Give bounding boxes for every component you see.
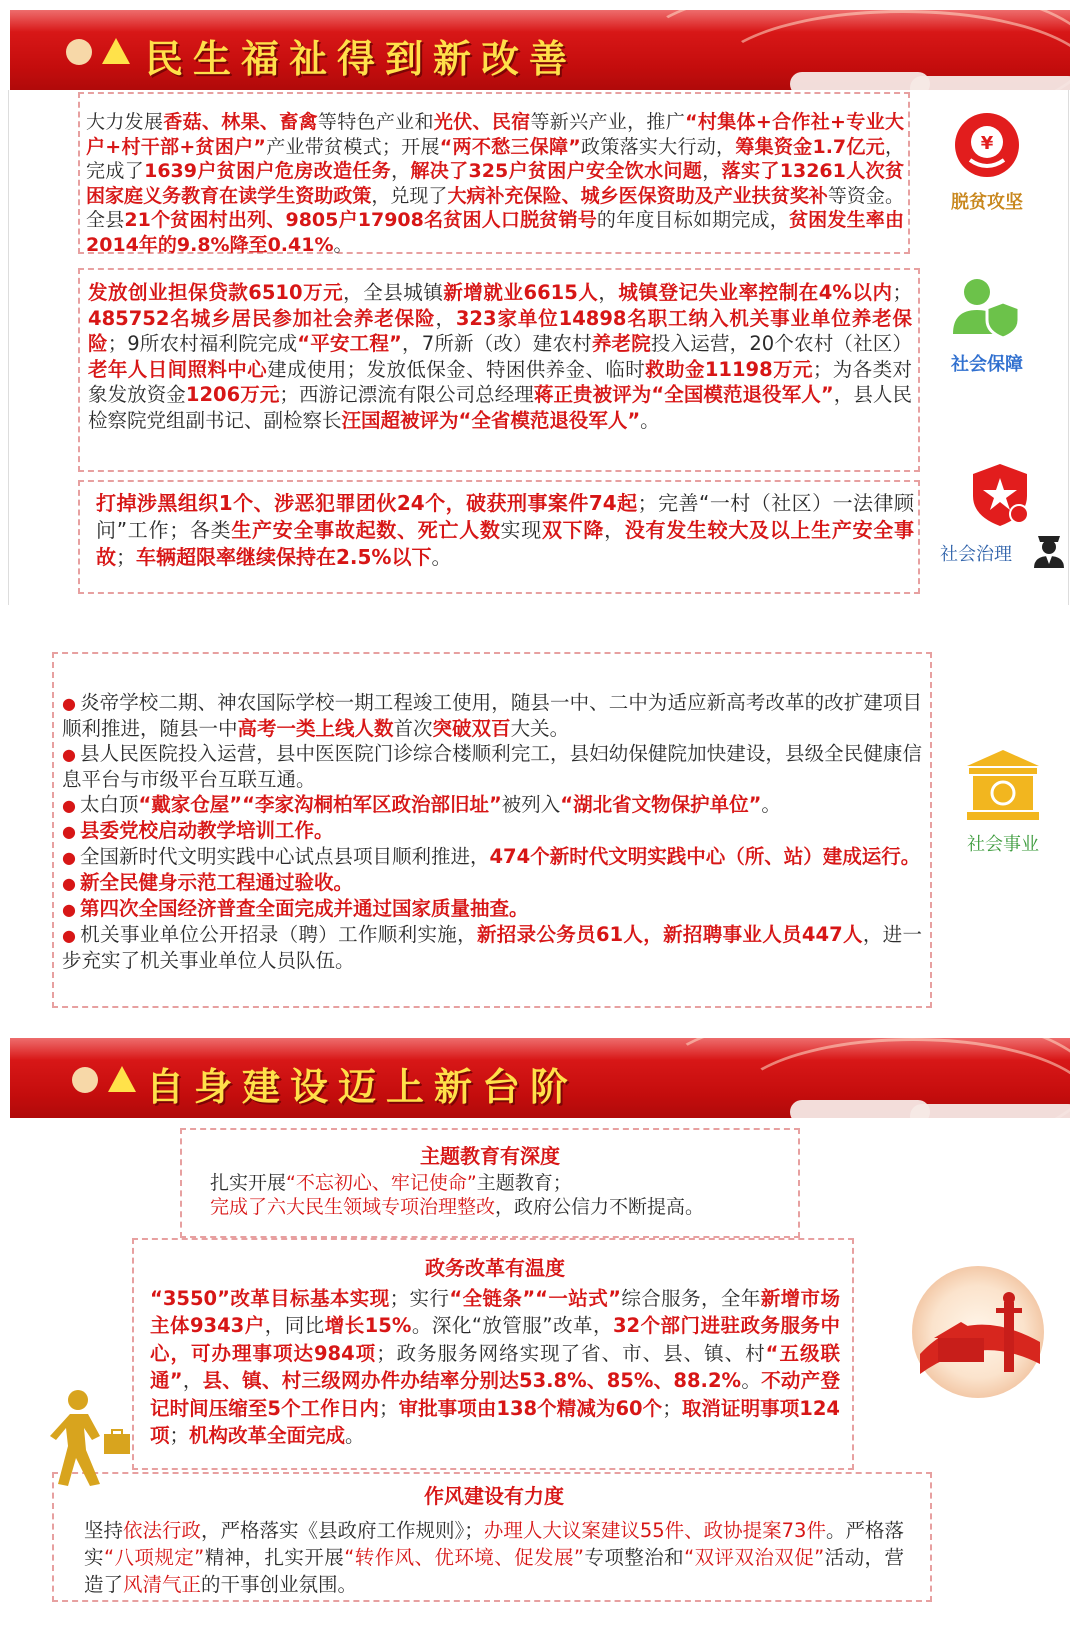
highlight-run: 突破双百 — [432, 717, 511, 740]
text-run: 等特色产业和 — [317, 111, 434, 133]
governance-side — [930, 460, 1070, 568]
poverty-side — [932, 110, 1042, 214]
highlight-run: “不忘初心、牢记使命” — [286, 1171, 477, 1194]
highlight-run: 贫困发生率由2014年的9.8%降至0.41% — [86, 209, 904, 256]
highlight-run: 大病补充保险、城乡医保资助及产业扶贫奖补 — [447, 184, 828, 207]
text-run: ； — [892, 281, 912, 304]
highlight-run: 风清气正 — [123, 1572, 202, 1596]
highlight-run: 筹集资金1.7亿元 — [735, 135, 885, 158]
bullet-icon: ● — [62, 874, 76, 893]
text-run: 专项整治和 — [584, 1545, 685, 1569]
text-run: ， — [598, 281, 619, 304]
bullet-icon: ● — [62, 822, 76, 841]
highlight-run: 县、镇、村三级网办件办结率分别达53.8%、85%、88.2% — [202, 1369, 742, 1392]
security-side — [932, 272, 1042, 376]
highlight-run: 汪国超被评为“全省模范退役军人” — [341, 408, 641, 432]
side-label-social-affairs: 社会事业 — [967, 834, 1039, 855]
list-item — [62, 922, 922, 973]
text-run: 炎帝学校二期、神农国际学校一期工程竣工使用，随县一中、二中为适应新高考改革的改扩建项目顺利推进，随县一中 — [62, 691, 922, 740]
section-title: 自身建设迈上新台阶 — [146, 1064, 579, 1109]
highlight-run: 没有发生较大及以上生产安全事故 — [96, 518, 915, 569]
section-banner-self-building — [10, 1038, 1070, 1118]
text-run: 的年度目标如期完成， — [596, 209, 789, 231]
triangle-bullet-icon — [102, 38, 130, 64]
text-run: ；完善“一村（社区）一法律顾问”工作；各类 — [96, 491, 914, 542]
highlight-run: 蒋正贵被评为“全国模范退役军人” — [533, 383, 834, 406]
text-run: 全国新时代文明实践中心试点县项目顺利推进， — [79, 845, 490, 868]
text-run: ； — [378, 1396, 399, 1420]
circle-bullet-icon — [72, 1067, 98, 1093]
text-run: ； — [116, 545, 136, 569]
highlight-run: 机构改革全面完成 — [189, 1424, 346, 1447]
highlight-run: 打掉涉黑组织1个、涉恶犯罪团伙24个，破获刑事案件74起 — [96, 491, 638, 515]
text-run: ；政务服务网络实现了省、市、县、镇、村 — [376, 1341, 766, 1365]
bullet-icon: ● — [62, 900, 76, 919]
text-run: 等新兴产业，推广 — [530, 111, 686, 133]
highlight-run: 生产安全事故起数、死亡人数 — [231, 518, 501, 542]
block-heading: 作风建设有力度 — [424, 1484, 564, 1508]
text-run: ；9所农村福利院完成 — [107, 332, 298, 355]
highlight-run: 不动产登记时间压缩至5个工作日内 — [150, 1369, 840, 1420]
highlight-run: 增长15% — [324, 1314, 412, 1337]
police-officer-icon — [1032, 528, 1066, 568]
police-badge-icon — [965, 460, 1035, 530]
person-shield-icon — [947, 272, 1027, 342]
text-run: 综合服务，全年 — [620, 1286, 761, 1310]
text-run: ，进一步充实了机关事业单位人员队伍。 — [62, 923, 922, 972]
text-run: 精神，扎实开展 — [204, 1545, 345, 1569]
text-run: ，全县城镇 — [343, 281, 444, 304]
text-run: ； — [169, 1424, 190, 1447]
text-run: 政策落实大行动， — [580, 135, 736, 158]
text-run: 大关。 — [510, 717, 570, 740]
highlight-run: 第四次全国经济普查全面完成并通过国家质量抽查。 — [79, 897, 529, 920]
text-run: 。 — [345, 1424, 365, 1447]
yuan-coin-icon — [952, 110, 1022, 180]
list-item — [62, 741, 922, 792]
text-run: 。 — [333, 233, 353, 256]
highlight-run: “五级联通” — [150, 1341, 840, 1392]
text-run: ， — [604, 518, 625, 542]
highlight-run: “转作风、优环境、促发展” — [344, 1545, 584, 1569]
highlight-run: 32个部门进驻政务服务中心，可办理事项达984项 — [150, 1314, 840, 1365]
bullet-icon: ● — [62, 745, 77, 764]
highlight-run: 新招录公务员61人，新招聘事业人员447人 — [476, 923, 863, 946]
highlight-run: 完成了六大民生领域专项治理整改 — [210, 1196, 496, 1218]
highlight-run: 1206万元 — [185, 383, 280, 406]
text-run: 机关事业单位公开招录（聘）工作顺利实施， — [80, 923, 477, 946]
text-run: 大力发展 — [86, 111, 164, 133]
text-run: ， — [182, 1369, 203, 1392]
text-run: ；西游记漂流有限公司总经理 — [279, 383, 534, 406]
highlight-run: 323家单位14898名职工纳入机关事业单位养老保险 — [88, 306, 912, 355]
text-run: ，严格落实《县政府工作规则》； — [201, 1518, 484, 1542]
highlight-run: “全链条” — [449, 1286, 536, 1310]
highlight-run: 老年人日间照料中心 — [88, 357, 268, 381]
text-line — [210, 1195, 790, 1220]
list-item — [62, 818, 922, 844]
highlight-run: 依法行政 — [123, 1518, 202, 1542]
text-run: 扎实开展 — [210, 1171, 287, 1194]
highlight-run: “湖北省文物保护单位” — [560, 793, 762, 816]
text-run: ， — [435, 306, 456, 330]
bullet-icon: ● — [62, 848, 76, 867]
text-run: ，政府公信力不断提高。 — [495, 1196, 705, 1218]
gov-reform-block — [150, 1256, 840, 1450]
social-security-text — [88, 280, 912, 433]
work-style-block — [84, 1484, 904, 1598]
text-run: ； — [662, 1396, 682, 1420]
bullet-icon: ● — [62, 694, 77, 713]
side-label-poverty: 脱贫攻坚 — [951, 192, 1023, 213]
social-affairs-list — [62, 690, 922, 973]
tiananmen-emblem-icon — [908, 1262, 1048, 1402]
highlight-run: 取消证明事项124项 — [150, 1396, 840, 1447]
highlight-run: “一站式” — [535, 1286, 621, 1310]
svg-text:¥: ¥ — [980, 133, 994, 154]
text-run: 县人民医院投入运营，县中医医院门诊综合楼顺利完工，县妇幼保健院加快建设，县级全民健康信息平台与市级平台互联互通。 — [62, 742, 922, 791]
highlight-run: 香菇、林果、畜禽 — [163, 111, 318, 133]
highlight-run: 发放创业担保贷款6510万元 — [88, 281, 344, 304]
bullet-icon: ● — [62, 926, 77, 945]
text-run: 活动，营造了 — [84, 1545, 904, 1596]
highlight-run: 485752名城乡居民参加社会养老保险 — [88, 306, 436, 330]
theme-education-block — [190, 1144, 790, 1220]
text-run: 太白顶 — [79, 793, 139, 816]
text-run: ，兑现了 — [371, 184, 448, 207]
text-run: 。严格落实 — [84, 1518, 904, 1569]
list-item — [62, 896, 922, 922]
text-run: ；实行 — [389, 1286, 450, 1310]
highlight-run: “村集体+合作社+专业大户+村干部+贫困户” — [86, 111, 904, 158]
text-run: 被列入 — [501, 793, 561, 816]
highlight-run: “两不愁三保障” — [439, 135, 581, 158]
text-run: 坚持 — [84, 1518, 124, 1542]
governance-text — [96, 490, 914, 571]
highlight-run: “3550”改革目标基本实现 — [150, 1286, 390, 1310]
bullet-icon: ● — [62, 796, 76, 815]
highlight-run: “八项规定” — [103, 1545, 205, 1569]
highlight-run: 光伏、民宿 — [433, 111, 531, 133]
text-run: ，县人民检察院党组副书记、副检察长 — [88, 383, 912, 432]
highlight-run: “平安工程” — [297, 332, 402, 355]
section-title: 民生福祉得到新改善 — [145, 36, 578, 81]
highlight-run: 高考一类上线人数 — [237, 717, 394, 740]
text-run: 建成使用；发放低保金、特困供养金、临时 — [267, 357, 646, 381]
text-run: 首次 — [393, 717, 433, 740]
walking-businessman-icon — [48, 1388, 138, 1488]
highlight-run: 落实了13261人次贫困家庭义务教育在读学生资助政策 — [86, 160, 904, 207]
text-run: 的干事创业氛围。 — [201, 1572, 358, 1596]
highlight-run: 1639户贫困户危房改造任务 — [144, 160, 392, 182]
highlight-run: 养老院 — [591, 332, 651, 355]
highlight-run: 474个新时代文明实践中心（所、站）建成运行。 — [489, 845, 921, 868]
highlight-run: 办理人大议案建议55件、政协提案73件 — [483, 1518, 826, 1542]
text-run: 。 — [431, 545, 452, 569]
triangle-bullet-icon — [108, 1066, 136, 1092]
section-banner-livelihood — [10, 10, 1070, 90]
list-item — [62, 870, 922, 896]
highlight-run: 新增市场主体9343户 — [150, 1286, 840, 1337]
text-run: 。 — [741, 1369, 762, 1392]
highlight-run: “戴家仓屋” — [138, 793, 243, 816]
text-run: 。 — [761, 793, 781, 816]
text-run: ；为各类对象发放资金 — [88, 357, 912, 406]
block-heading: 主题教育有深度 — [420, 1144, 560, 1168]
highlight-run: “双评双治双促” — [684, 1545, 825, 1569]
highlight-run: 县委党校启动教学培训工作。 — [79, 819, 334, 842]
highlight-run: 新全民健身示范工程通过验收。 — [79, 871, 353, 894]
social-affairs-side — [948, 748, 1058, 856]
highlight-run: “李家沟桐柏军区政治部旧址” — [242, 793, 502, 816]
text-run: 主题教育； — [476, 1171, 572, 1194]
text-run: ，完成了 — [86, 135, 904, 182]
highlight-run: 救助金11198万元 — [645, 357, 813, 381]
text-run: 。 — [640, 408, 660, 432]
building-icon — [963, 748, 1043, 822]
highlight-run: 审批事项由138个精减为60个 — [398, 1396, 663, 1420]
highlight-run: 解决了325户贫困户安全饮水问题 — [410, 160, 703, 182]
text-run: 实现 — [500, 518, 542, 542]
highlight-run: 城镇登记失业率控制在4%以内 — [618, 281, 893, 304]
text-run: ， — [702, 160, 722, 182]
list-item — [62, 792, 922, 818]
text-run: ，同比 — [264, 1314, 325, 1337]
text-run: 产业带贫模式；开展 — [265, 135, 440, 158]
highlight-run: 新增就业6615人 — [443, 281, 599, 304]
highlight-run: 双下降 — [541, 518, 605, 542]
list-item — [62, 844, 922, 870]
text-line — [210, 1171, 790, 1196]
highlight-run: 车辆超限率继续保持在2.5%以下 — [136, 545, 432, 569]
side-label-governance: 社会治理 — [940, 544, 1012, 565]
text-run: 等资金。全县 — [86, 184, 904, 231]
text-run: 投入运营，20个农村（社区） — [650, 332, 912, 355]
highlight-run: 21个贫困村出列、9805户17908名贫困人口脱贫销号 — [124, 209, 597, 231]
text-run: 。深化“放管服”改革， — [411, 1314, 613, 1337]
poverty-text — [86, 110, 904, 257]
circle-bullet-icon — [66, 39, 92, 65]
block-heading: 政务改革有温度 — [425, 1256, 565, 1280]
list-item — [62, 690, 922, 741]
text-run: ， — [391, 160, 411, 182]
side-label-security: 社会保障 — [951, 354, 1023, 375]
text-run: ，7所新（改）建农村 — [401, 332, 592, 355]
